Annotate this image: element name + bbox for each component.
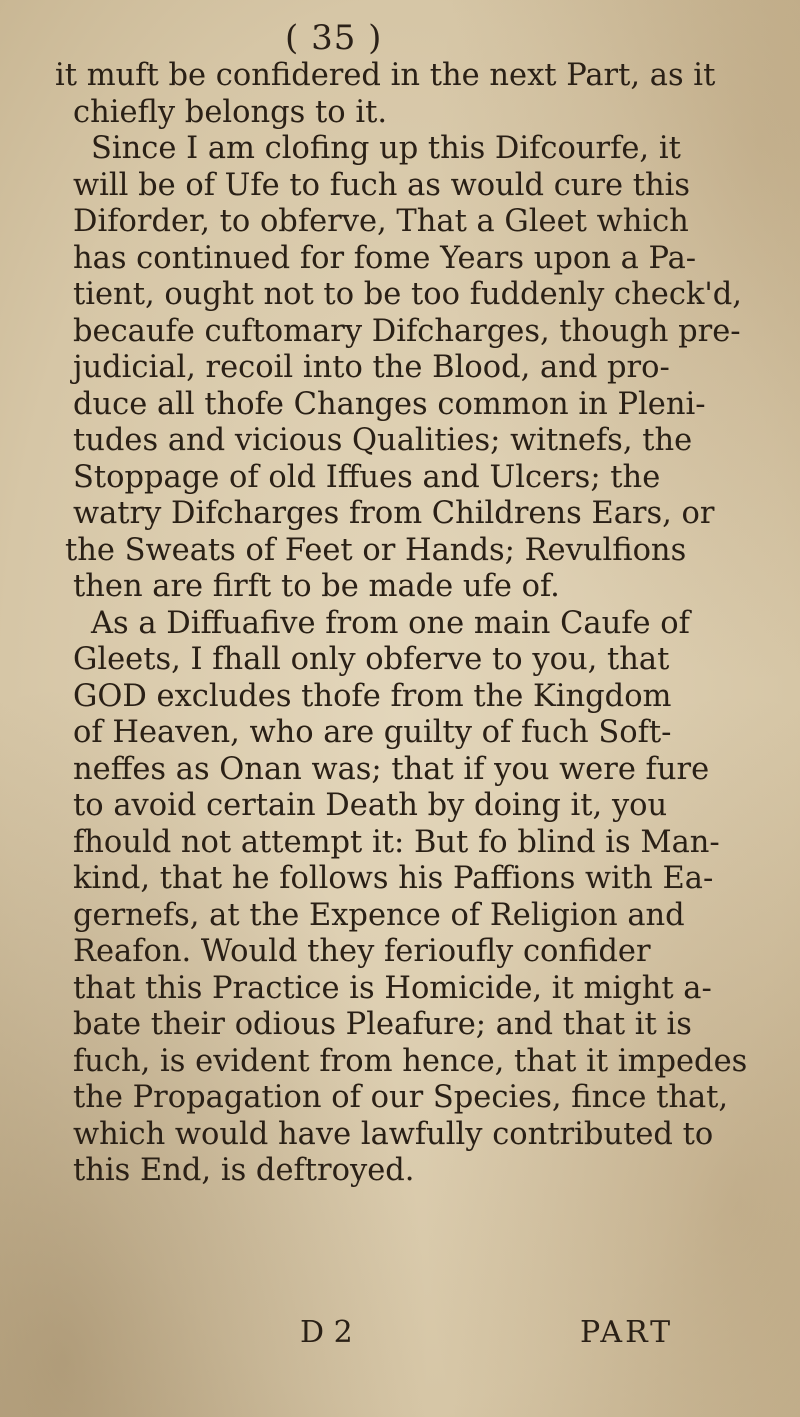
text-line: gernefs, at the Expence of Religion and — [73, 897, 685, 933]
text-line: watry Difcharges from Childrens Ears, or — [73, 496, 715, 531]
text-line: that this Practice is Homicide, it might a- — [73, 970, 712, 1006]
text-line: tudes and vicious Qualities; witnefs, the — [73, 423, 693, 458]
text-line: which would have lawfully contributed to — [73, 1116, 714, 1152]
text-line: then are firft to be made ufe of. — [73, 569, 560, 604]
signature-mark: D 2 — [300, 1315, 353, 1350]
text-line: the Propagation of our Species, fince that, — [73, 1080, 729, 1115]
text-line: Reafon. Would they ferioufly confider — [73, 934, 651, 969]
text-line: judicial, recoil into the Blood, and pro- — [73, 350, 670, 385]
text-line: kind, that he follows his Paffions with Ea- — [73, 861, 714, 896]
text-line: becaufe cuftomary Difcharges, though pre- — [73, 313, 741, 349]
text-line: Since I am clofing up this Difcourfe, it — [91, 131, 681, 166]
text-line: duce all thofe Changes common in Pleni- — [73, 386, 706, 422]
text-line: it muft be confidered in the next Part, as it — [55, 58, 716, 93]
text-line: will be of Ufe to fuch as would cure this — [73, 167, 691, 203]
text-line: GOD excludes thofe from the Kingdom — [73, 678, 672, 714]
text-line: As a Diffuafive from one main Caufe of — [91, 605, 690, 641]
page-number: ( 35 ) — [285, 18, 383, 58]
text-line: Diforder, to obferve, That a Gleet which — [73, 204, 689, 239]
text-line: Gleets, I fhall only obferve to you, that — [73, 642, 670, 677]
text-line: fhould not attempt it: But fo blind is Man- — [73, 824, 720, 860]
text-line: Stoppage of old Iffues and Ulcers; the — [73, 459, 661, 495]
text-line: neffes as Onan was; that if you were fure — [73, 751, 710, 787]
text-line: the Sweats of Feet or Hands; Revulfions — [65, 532, 687, 568]
text-line: bate their odious Pleafure; and that it is — [73, 1007, 692, 1042]
text-line: fuch, is evident from hence, that it impedes — [73, 1043, 748, 1079]
text-line: tient, ought not to be too fuddenly check'd, — [73, 277, 742, 312]
text-line: chiefly belongs to it. — [73, 94, 388, 130]
catchword: PART — [580, 1315, 674, 1350]
text-line: to avoid certain Death by doing it, you — [73, 788, 668, 823]
text-line: has continued for fome Years upon a Pa- — [73, 240, 697, 276]
text-line: this End, is deftroyed. — [73, 1153, 415, 1188]
text-line: of Heaven, who are guilty of fuch Soft- — [73, 715, 672, 750]
body-text — [55, 58, 775, 1190]
